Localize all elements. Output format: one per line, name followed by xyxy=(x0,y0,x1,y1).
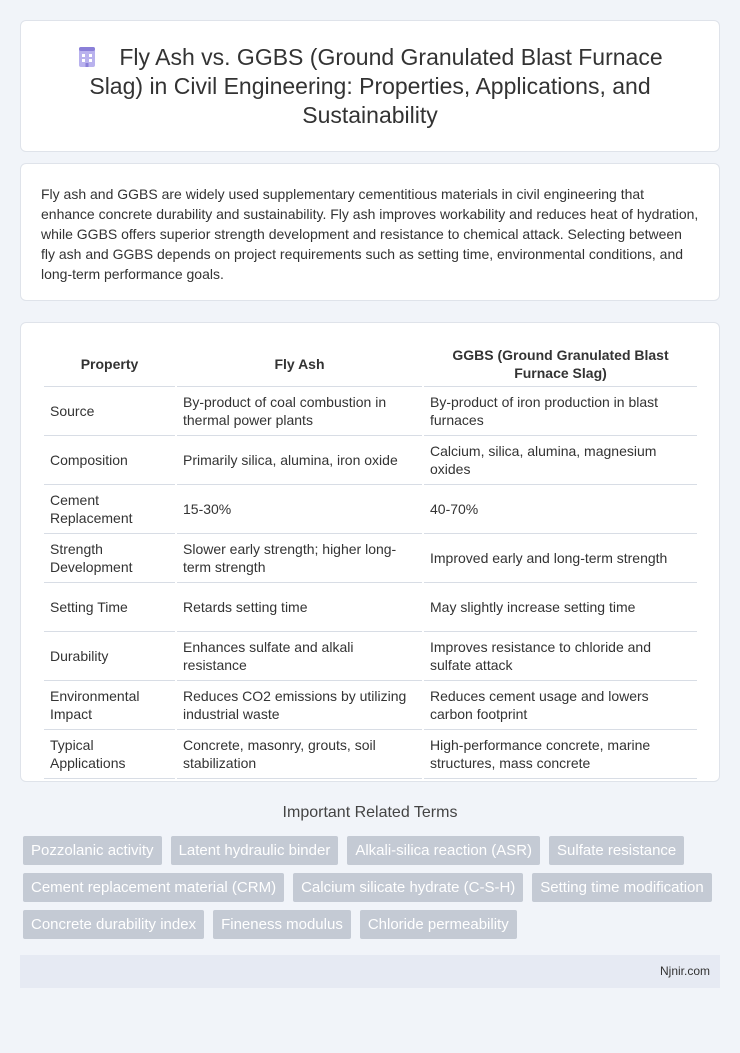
cell-ggbs: Calcium, silica, alumina, magnesium oxides xyxy=(424,436,697,485)
tag-pozzolanic-activity[interactable]: Pozzolanic activity xyxy=(23,836,162,865)
related-terms-list xyxy=(20,836,720,947)
building-icon xyxy=(77,46,97,68)
table-row xyxy=(44,436,697,485)
tag-fineness-modulus[interactable]: Fineness modulus xyxy=(213,910,351,939)
header-property: Property xyxy=(44,341,175,387)
cell-fly-ash: Reduces CO2 emissions by utilizing industrial waste xyxy=(177,681,422,730)
intro-text: Fly ash and GGBS are widely used supplementary cementitious materials in civil engineering that enhance concrete durability and sustainability. Fly ash improves workability and reduces heat of hydration, while GGBS offers superior strength development and resistance to chemical attack. Selecting between fly ash and GGBS depends on project requirements such as setting time, environmental conditions, and long-term performance goals. xyxy=(41,186,699,282)
related-terms-title: Important Related Terms xyxy=(282,804,458,821)
tag-cement-replacement-material[interactable]: Cement replacement material (CRM) xyxy=(23,873,284,902)
tag-setting-time-modification[interactable]: Setting time modification xyxy=(532,873,711,902)
cell-property: Strength Development xyxy=(44,534,175,583)
cell-ggbs: May slightly increase setting time xyxy=(424,583,697,632)
footer-site-link[interactable]: Njnir.com xyxy=(659,964,710,978)
cell-property: Typical Applications xyxy=(44,730,175,779)
page-title xyxy=(51,43,689,130)
cell-ggbs: 40-70% xyxy=(424,485,697,534)
cell-fly-ash: Primarily silica, alumina, iron oxide xyxy=(177,436,422,485)
cell-ggbs: Reduces cement usage and lowers carbon footprint xyxy=(424,681,697,730)
comparison-table-card xyxy=(20,322,720,782)
tag-sulfate-resistance[interactable]: Sulfate resistance xyxy=(549,836,684,865)
cell-property: Composition xyxy=(44,436,175,485)
tag-chloride-permeability[interactable]: Chloride permeability xyxy=(360,910,517,939)
cell-fly-ash: 15-30% xyxy=(177,485,422,534)
tag-latent-hydraulic-binder[interactable]: Latent hydraulic binder xyxy=(171,836,339,865)
cell-property: Source xyxy=(44,387,175,436)
tag-concrete-durability-index[interactable]: Concrete durability index xyxy=(23,910,204,939)
cell-fly-ash: Retards setting time xyxy=(177,583,422,632)
cell-ggbs: High-performance concrete, marine structures, mass concrete xyxy=(424,730,697,779)
page-title-text: Fly Ash vs. GGBS (Ground Granulated Blast Furnace Slag) in Civil Engineering: Properties, Applications, and Sustainability xyxy=(89,43,663,128)
cell-fly-ash: Enhances sulfate and alkali resistance xyxy=(177,632,422,681)
table-row xyxy=(44,534,697,583)
cell-property: Environmental Impact xyxy=(44,681,175,730)
cell-ggbs: Improves resistance to chloride and sulfate attack xyxy=(424,632,697,681)
cell-property: Cement Replacement xyxy=(44,485,175,534)
cell-fly-ash: Concrete, masonry, grouts, soil stabilization xyxy=(177,730,422,779)
header-fly-ash: Fly Ash xyxy=(177,341,422,387)
table-row xyxy=(44,632,697,681)
cell-fly-ash: By-product of coal combustion in thermal power plants xyxy=(177,387,422,436)
intro-card xyxy=(20,163,720,301)
footer xyxy=(20,955,720,988)
header-ggbs: GGBS (Ground Granulated Blast Furnace Slag) xyxy=(424,341,697,387)
table-row xyxy=(44,485,697,534)
table-header-row xyxy=(44,341,697,387)
cell-ggbs: Improved early and long-term strength xyxy=(424,534,697,583)
table-row xyxy=(44,730,697,779)
tag-calcium-silicate-hydrate[interactable]: Calcium silicate hydrate (C-S-H) xyxy=(293,873,523,902)
cell-property: Durability xyxy=(44,632,175,681)
tag-alkali-silica-reaction[interactable]: Alkali-silica reaction (ASR) xyxy=(347,836,540,865)
cell-property: Setting Time xyxy=(44,583,175,632)
cell-fly-ash: Slower early strength; higher long-term strength xyxy=(177,534,422,583)
table-row xyxy=(44,387,697,436)
comparison-table xyxy=(42,341,699,779)
title-card xyxy=(20,20,720,152)
table-row xyxy=(44,681,697,730)
table-row xyxy=(44,583,697,632)
cell-ggbs: By-product of iron production in blast furnaces xyxy=(424,387,697,436)
